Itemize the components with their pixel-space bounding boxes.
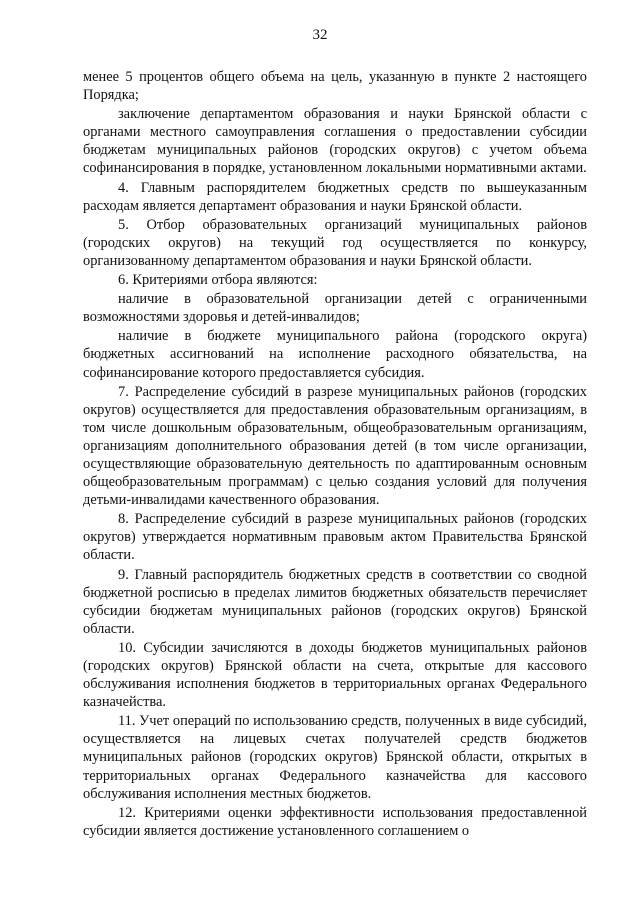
paragraph-item-11: 11. Учет операций по использованию средств, полученных в виде субсидий, осуществляется на лицевых счетах получателей средств бюджетов муниципальных районов (городских округов) Брянской области, открытых в территориальных органах Федерального казначейства для кассового обслуживания исполнения местных бюджетов. (83, 713, 587, 802)
paragraph-item-5: 5. Отбор образовательных организаций муниципальных районов (городских округов) на текущий год осуществляется по конкурсу, организованному департаментом образования и науки Брянской области. (83, 216, 587, 269)
paragraph-agreement-condition: заключение департаментом образования и науки Брянской области с органами местного самоуправления соглашения о предоставлении субсидии бюджетам муниципальных районов (городских округов) с учетом объема софинансирования в порядке, установленном локальными нормативными актами. (83, 106, 587, 177)
document-body (83, 68, 587, 841)
page-number: 32 (312, 27, 328, 43)
paragraph-criterion-1: наличие в образовательной организации детей с ограниченными возможностями здоровья и детей-инвалидов; (83, 291, 587, 326)
paragraph-item-9: 9. Главный распорядитель бюджетных средств в соответствии со сводной бюджетной росписью в пределах лимитов бюджетных обязательств перечисляет субсидии бюджетам муниципальных районов (городских округов) Брянской области. (83, 566, 587, 637)
paragraph-criterion-2: наличие в бюджете муниципального района (городского округа) бюджетных ассигнований на исполнение расходного обязательства, на софинансирование которого предоставляется субсидия. (83, 328, 587, 381)
paragraph-item-7: 7. Распределение субсидий в разрезе муниципальных районов (городских округов) осуществляется для предоставления образовательным организациям, в том числе дошкольным образовательным, общеобразовательным организациям, организациям дополнительного образования детей (в том числе организации, осуществляющие образовательную деятельность по адаптированным основным общеобразовательным программам) с целью создания условий для получения детьми-инвалидами качественного образования. (83, 383, 587, 509)
paragraph-continuation: менее 5 процентов общего объема на цель, указанную в пункте 2 настоящего Порядка; (83, 69, 587, 104)
paragraph-item-10: 10. Субсидии зачисляются в доходы бюджетов муниципальных районов (городских округов) Брянской области на счета, открытые для кассового обслуживания исполнения бюджетов в территориальных органах Федерального казначейства. (83, 639, 587, 711)
paragraph-item-8: 8. Распределение субсидий в разрезе муниципальных районов (городских округов) утверждается нормативным правовым актом Правительства Брянской области. (83, 511, 587, 564)
paragraph-item-6: 6. Критериями отбора являются: (118, 272, 318, 289)
paragraph-item-12: 12. Критериями оценки эффективности использования предоставленной субсидии является достижение установленного соглашением о (83, 804, 587, 839)
paragraph-item-4: 4. Главным распорядителем бюджетных средств по вышеуказанным расходам является департамент образования и науки Брянской области. (83, 179, 587, 214)
